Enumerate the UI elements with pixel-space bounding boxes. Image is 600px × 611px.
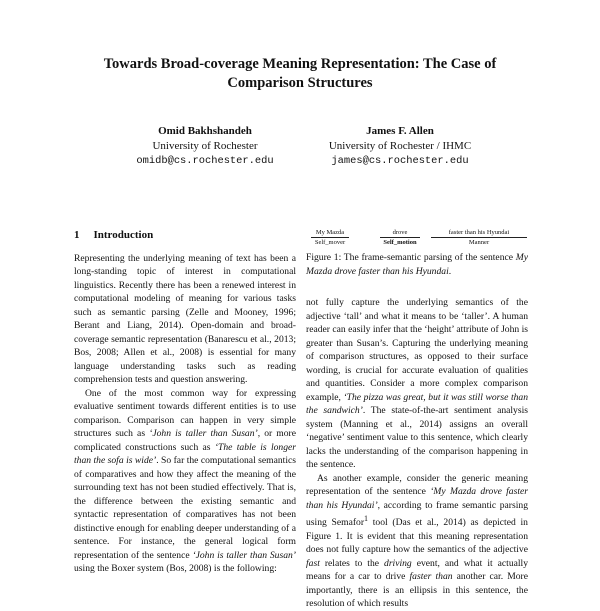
author-name: Omid Bakhshandeh — [158, 125, 252, 137]
author-email[interactable]: james@cs.rochester.edu — [331, 155, 469, 167]
frame-element — [380, 229, 420, 246]
footnote-marker[interactable]: 1 — [364, 514, 369, 523]
paragraph: Representing the underlying meaning of text has been a long-standing topic of interest in computational linguistics. Recently there has been a renewed interest in computational modeling of meaning for various tasks such as semantic parsing (Zelle and Mooney, 1996; Berant and Liang, 2014). Open-domain and broad-coverage semantic representation (Banarescu et al., 2013; Bos, 2008; Allen et al., 2008) is essential for many language understanding tasks such as reading comprehension tests and question answering. — [74, 252, 296, 385]
frame-word: drove — [380, 229, 420, 238]
figure-caption: Figure 1: The frame-semantic parsing of the sentence My Mazda drove faster than his Hyundai. — [306, 252, 528, 277]
frame-role: Manner — [468, 239, 490, 246]
section-title: Introduction — [93, 229, 154, 241]
title-line-1: Towards Broad-coverage Meaning Representation: The Case of — [103, 56, 497, 72]
author-email[interactable]: omidb@cs.rochester.edu — [136, 155, 274, 167]
author-block-1 — [95, 124, 315, 169]
frame-element — [431, 229, 527, 246]
paragraph: One of the most common way for expressing evaluative sentiment towards different entities is to use comparison. Comparison can happen in very simple structures such as ‘John is taller than Susan’, or more complicated constructions such as ‘The table is longer than the sofa is wide’. So far the computational semantics of comparatives and how they affect the meaning of the surrounding text has not been studied effectively. That is, the difference between the existing semantic and syntactic representation of comparatives has not been distinctive enough for enabling deeper understanding of a sentence. For instance, the general logical form representation of the sentence ‘John is taller than Susan’ using the Boxer system (Bos, 2008) is the following: — [74, 387, 296, 574]
title-line-2: Comparison Structures — [227, 75, 373, 91]
author-affiliation: University of Rochester — [152, 140, 258, 152]
right-column — [306, 296, 528, 611]
section-heading — [74, 229, 296, 243]
frame-element — [311, 229, 349, 246]
paper-title — [60, 55, 540, 93]
frame-role: Self_mover — [314, 239, 346, 246]
author-block-2 — [290, 124, 510, 169]
author-affiliation: University of Rochester / IHMC — [328, 140, 472, 152]
frame-word: My Mazda — [311, 229, 349, 238]
section-number: 1 — [74, 229, 80, 241]
paragraph: not fully capture the underlying semantics of the adjective ‘tall’ and what it means to be ‘taller’. A human reader can easily infer that the ‘height’ attribute of John is greater than Susan’s. Capturing the underlying meaning of comparison structures, as opposed to their surface wording, is crucial for accurate evaluation of qualities and quantities. Consider a more complex comparison example, ‘The pizza was great, but it was still worse than the sandwich’. The state-of-the-art sentiment analysis system (Manning et al., 2014) assigns an overall ‘negative’ sentiment value to this sentence, which clearly lacks the understanding of the comparison happening in the sentence. — [306, 297, 528, 470]
frame-word: faster than his Hyundai — [431, 229, 527, 238]
author-name: James F. Allen — [366, 125, 434, 137]
paragraph: As another example, consider the generic meaning representation of the sentence ‘My Mazda drove faster than his Hyundai’, according to frame semantic parsing using Semafor$^1$ tool (Das et al., 2014) as depicted in Figure 1. It is evident that this meaning representation does not fully capture how the semantics of the adjective fast relates to the driving event, and what it actually means for a car to drive faster than another car. More importantly, there is an ellipsis in this sentence, the resolution of which results — [306, 472, 529, 610]
frame-role: Self_motion — [383, 239, 417, 246]
left-column — [74, 229, 296, 576]
